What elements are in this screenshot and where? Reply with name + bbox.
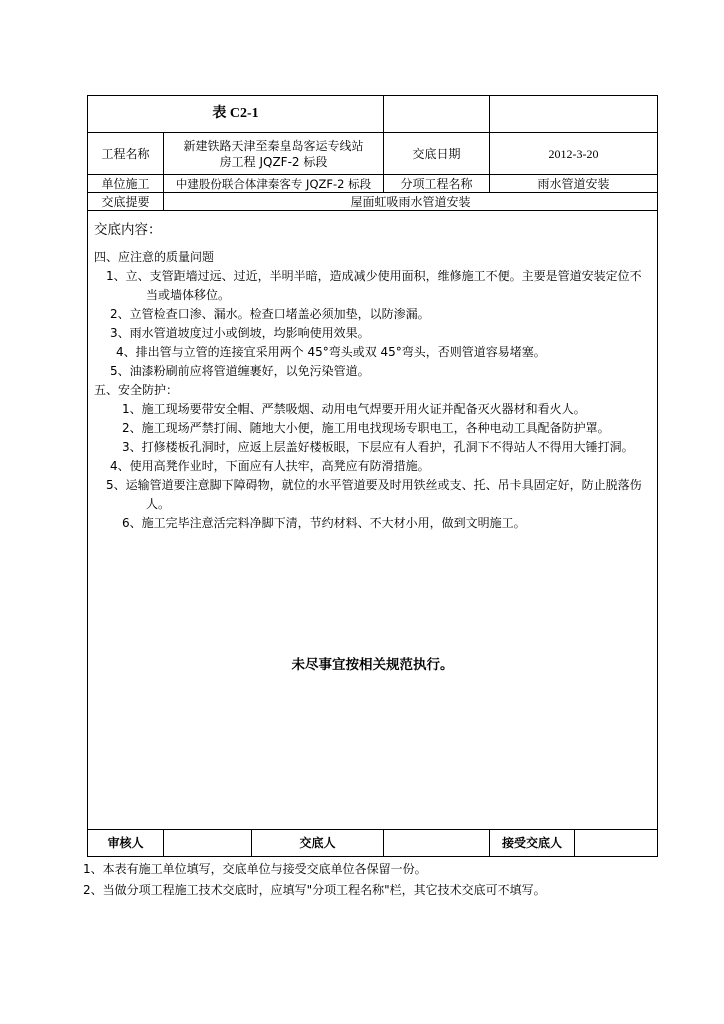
title-blank-cell-1: [384, 96, 490, 133]
date-value: 2012-3-20: [490, 133, 658, 175]
section-5-item: 3、打修楼板孔洞时，应返上层盖好楼板眼，下层应有人看护，孔洞下不得站人不得用大锤打洞。: [122, 440, 634, 454]
content-heading: 交底内容：: [94, 222, 162, 238]
reviewer-label: 审核人: [88, 830, 164, 857]
reviewer-value: [164, 830, 252, 857]
signature-row: [88, 830, 658, 857]
receiver-cell: [490, 830, 658, 857]
unit-row: [88, 175, 658, 193]
section-5-item: 2、施工现场严禁打闹、随地大小便，施工用电找现场专职电工，各种电动工具配备防护罩。: [122, 421, 610, 435]
section-4-item: 4、排出管与立管的连接宜采用两个 45°弯头或双 45°弯头，否则管道容易堵塞。: [116, 345, 546, 359]
project-row: [88, 133, 658, 175]
section-5-item: 4、使用高凳作业时，下面应有人扶牢，高凳应有防滑措施。: [110, 459, 430, 473]
form-title: 表 C2-1: [88, 96, 384, 133]
section-5-item: 1、施工现场要带安全帽、严禁吸烟、动用电气焊要开用火证并配备灭火器材和看火人。: [122, 402, 586, 416]
sub-project-value: 雨水管道安装: [490, 175, 658, 193]
section-4-title: 四、应注意的质量问题: [94, 250, 215, 264]
project-name-value: 新建铁路天津至秦皇岛客运专线站房工程 JQZF-2 标段: [164, 133, 384, 175]
receiver-label: 接受交底人: [502, 836, 563, 850]
date-label: 交底日期: [384, 133, 490, 175]
sub-project-label: 分项工程名称: [384, 175, 490, 193]
section-4-item: 5、油漆粉刷前应将管道缠裹好，以免污染管道。: [110, 364, 370, 378]
title-row: [88, 96, 658, 133]
section-5-title: 五、安全防护：: [94, 383, 179, 397]
content-cell: [88, 211, 658, 830]
section-4-item: 2、立管检查口渗、漏水。检查口堵盖必须加垫，以防渗漏。: [110, 307, 430, 321]
unit-label: 单位施工: [88, 175, 164, 193]
footnote: 2、当做分项工程施工技术交底时，应填写"分项工程名称"栏，其它技术交底可不填写。: [83, 883, 546, 897]
receiver-value: [574, 830, 657, 856]
summary-label: 交底提要: [88, 193, 164, 211]
title-blank-cell-2: [490, 96, 658, 133]
discloser-value: [384, 830, 490, 857]
footnotes: [83, 859, 546, 901]
footnote: 1、本表有施工单位填写，交底单位与接受交底单位各保留一份。: [83, 862, 427, 876]
discloser-label: 交底人: [252, 830, 384, 857]
section-5-item: 5、运输管道要注意脚下障碍物，就位的水平管道要及时用铁丝或支、托、吊卡具固定好，防止脱落伤人。: [106, 478, 642, 511]
unit-value: 中建股份联合体津秦客专 JQZF-2 标段: [164, 175, 384, 193]
summary-value: 屋面虹吸雨水管道安装: [164, 193, 658, 211]
disclosure-form-table: [87, 95, 658, 857]
section-5-item: 6、施工完毕注意活完料净脚下清，节约材料、不大材小用，做到文明施工。: [122, 516, 526, 530]
section-4-item: 1、立、支管距墙过远、过近，半明半暗，造成减少使用面积，维修施工不便。主要是管道安装定位不当或墙体移位。: [106, 269, 642, 302]
section-4-item: 3、雨水管道坡度过小或倒坡，均影响使用效果。: [110, 326, 370, 340]
summary-row: [88, 193, 658, 211]
closing-statement: 未尽事宜按相关规范执行。: [291, 657, 454, 673]
content-row: [88, 211, 658, 830]
content-body: [88, 211, 657, 533]
project-name-label: 工程名称: [88, 133, 164, 175]
